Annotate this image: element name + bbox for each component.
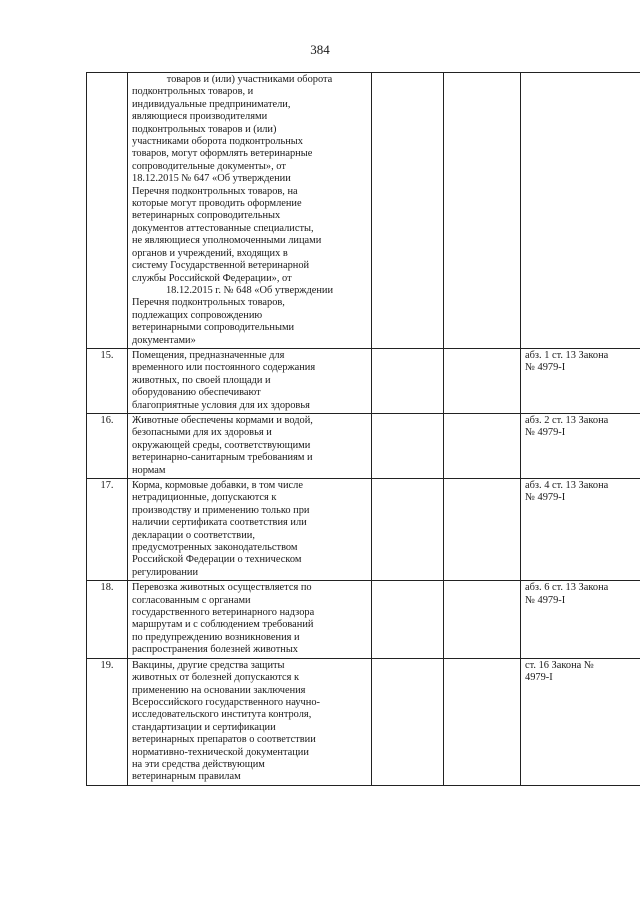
empty-cell bbox=[444, 479, 521, 581]
legal-reference bbox=[521, 658, 640, 785]
requirement-line: Перевозка животных осуществляется по bbox=[132, 582, 312, 594]
requirement-line: животных от болезней допускаются к bbox=[132, 672, 300, 684]
empty-cell bbox=[372, 581, 444, 658]
empty-cell bbox=[444, 413, 521, 478]
requirement-line: Животные обеспечены кормами и водой, bbox=[132, 414, 313, 426]
requirement-line: ветеринарным правилам bbox=[132, 771, 241, 783]
requirement-line: документов аттестованные специалисты, bbox=[132, 222, 314, 234]
requirement-line: систему Государственной ветеринарной bbox=[132, 260, 310, 272]
requirement-line: органов и учреждений, входящих в bbox=[132, 247, 288, 259]
legal-reference bbox=[521, 73, 640, 349]
requirement-line: на эти средства действующим bbox=[132, 758, 265, 770]
requirement-line: Перечня подконтрольных товаров, на bbox=[132, 185, 298, 197]
requirement-line: не являющиеся уполномоченными лицами bbox=[132, 235, 322, 247]
legal-reference-line: № 4979-I bbox=[525, 427, 566, 439]
requirement-line: Перечня подконтрольных товаров, bbox=[132, 297, 285, 309]
requirement-line: государственного ветеринарного надзора bbox=[132, 607, 315, 619]
requirement-line: являющиеся производителями bbox=[132, 111, 268, 123]
table-row bbox=[87, 581, 640, 658]
empty-cell bbox=[372, 479, 444, 581]
requirement-line: по предупреждению возникновения и bbox=[132, 631, 300, 643]
empty-cell bbox=[372, 348, 444, 413]
legal-reference bbox=[521, 479, 640, 581]
legal-reference-line: ст. 16 Закона № bbox=[525, 659, 594, 671]
requirement-line: подконтрольных товаров и (или) bbox=[132, 123, 277, 135]
row-number: 16. bbox=[87, 413, 128, 478]
requirement-line: 18.12.2015 г. № 648 «Об утверждении bbox=[165, 284, 334, 296]
empty-cell bbox=[372, 413, 444, 478]
requirement-line: Всероссийского государственного научно- bbox=[132, 696, 320, 708]
requirement-line: исследовательского института контроля, bbox=[132, 709, 312, 721]
legal-reference-line: № 4979-I bbox=[525, 594, 566, 606]
requirement-line: подлежащих сопровождению bbox=[132, 309, 263, 321]
requirements-table bbox=[86, 72, 640, 786]
requirement-line: ветеринарных сопроводительных bbox=[132, 210, 281, 222]
requirement-line: Корма, кормовые добавки, в том числе bbox=[132, 480, 303, 491]
requirement-line: наличии сертификата соответствия или bbox=[132, 517, 307, 529]
legal-reference bbox=[521, 413, 640, 478]
legal-reference-line: № 4979-I bbox=[525, 362, 566, 374]
empty-cell bbox=[372, 658, 444, 785]
requirement-line: документами» bbox=[132, 334, 196, 346]
table-row bbox=[87, 348, 640, 413]
requirement-line: товаров и (или) участниками оборота bbox=[166, 74, 333, 85]
empty-cell bbox=[372, 73, 444, 349]
requirement-line: временного или постоянного содержания bbox=[132, 362, 316, 374]
requirement-line: которые могут проводить оформление bbox=[132, 198, 302, 210]
requirement-text bbox=[128, 479, 372, 581]
requirement-line: Вакцины, другие средства защиты bbox=[132, 659, 285, 671]
requirement-line: Помещения, предназначенные для bbox=[132, 349, 285, 361]
empty-cell bbox=[444, 658, 521, 785]
legal-reference-line: № 4979-I bbox=[525, 492, 566, 504]
row-number: 15. bbox=[87, 348, 128, 413]
requirement-text bbox=[128, 348, 372, 413]
requirement-line: участниками оборота подконтрольных bbox=[132, 136, 303, 148]
legal-reference-line: абз. 6 ст. 13 Закона bbox=[525, 582, 609, 594]
requirement-line: индивидуальные предприниматели, bbox=[132, 98, 291, 110]
legal-reference-line: абз. 4 ст. 13 Закона bbox=[525, 480, 609, 491]
table-row bbox=[87, 479, 640, 581]
requirement-line: согласованным с органами bbox=[132, 594, 251, 606]
requirement-line: ветеринарными сопроводительными bbox=[132, 322, 295, 334]
table-row bbox=[87, 73, 640, 349]
row-number: 17. bbox=[87, 479, 128, 581]
page-number: 384 bbox=[310, 42, 330, 57]
requirement-line: декларации о соответствии, bbox=[132, 529, 255, 541]
empty-cell bbox=[444, 581, 521, 658]
empty-cell bbox=[444, 348, 521, 413]
legal-reference bbox=[521, 348, 640, 413]
empty-cell bbox=[444, 73, 521, 349]
requirement-line: применению на основании заключения bbox=[132, 684, 306, 696]
requirement-line: Российской Федерации о техническом bbox=[132, 554, 302, 566]
requirement-line: 18.12.2015 № 647 «Об утверждении bbox=[132, 173, 291, 185]
requirement-text bbox=[128, 73, 372, 349]
table-row bbox=[87, 413, 640, 478]
requirement-line: окружающей среды, соответствующими bbox=[132, 439, 311, 451]
requirement-line: благоприятные условия для их здоровья bbox=[132, 399, 310, 411]
requirement-line: маршрутам и с соблюдением требований bbox=[132, 619, 314, 631]
requirement-line: нетрадиционные, допускаются к bbox=[132, 492, 277, 504]
requirement-text bbox=[128, 658, 372, 785]
requirements-table-body bbox=[87, 73, 640, 786]
requirement-text bbox=[128, 413, 372, 478]
requirement-line: подконтрольных товаров, и bbox=[132, 86, 254, 98]
row-number bbox=[87, 73, 128, 349]
requirement-line: оборудованию обеспечивают bbox=[132, 387, 261, 399]
requirement-line: предусмотренных законодательством bbox=[132, 542, 298, 554]
requirement-line: стандартизации и сертификации bbox=[132, 721, 276, 733]
legal-reference-line: абз. 1 ст. 13 Закона bbox=[525, 349, 609, 361]
table-row bbox=[87, 658, 640, 785]
legal-reference bbox=[521, 581, 640, 658]
requirement-line: распространения болезней животных bbox=[132, 644, 299, 656]
row-number: 19. bbox=[87, 658, 128, 785]
legal-reference-line: абз. 2 ст. 13 Закона bbox=[525, 414, 609, 426]
row-number: 18. bbox=[87, 581, 128, 658]
requirement-line: службы Российской Федерации», от bbox=[132, 272, 292, 284]
requirement-line: ветеринарно-санитарным требованиям и bbox=[132, 452, 313, 464]
requirement-text bbox=[128, 581, 372, 658]
requirement-line: нормативно-технической документации bbox=[132, 746, 309, 758]
requirement-line: животных, по своей площади и bbox=[132, 374, 271, 386]
requirement-line: сопроводительные документы», от bbox=[132, 160, 286, 172]
requirement-line: ветеринарных препаратов о соответствии bbox=[132, 734, 316, 746]
requirement-line: регулировании bbox=[132, 566, 199, 578]
requirement-line: нормам bbox=[132, 464, 166, 476]
requirement-line: безопасными для их здоровья и bbox=[132, 427, 272, 439]
legal-reference-line: 4979-I bbox=[525, 672, 553, 684]
requirement-line: производству и применению только при bbox=[132, 504, 310, 516]
requirement-line: товаров, могут оформлять ветеринарные bbox=[132, 148, 313, 160]
